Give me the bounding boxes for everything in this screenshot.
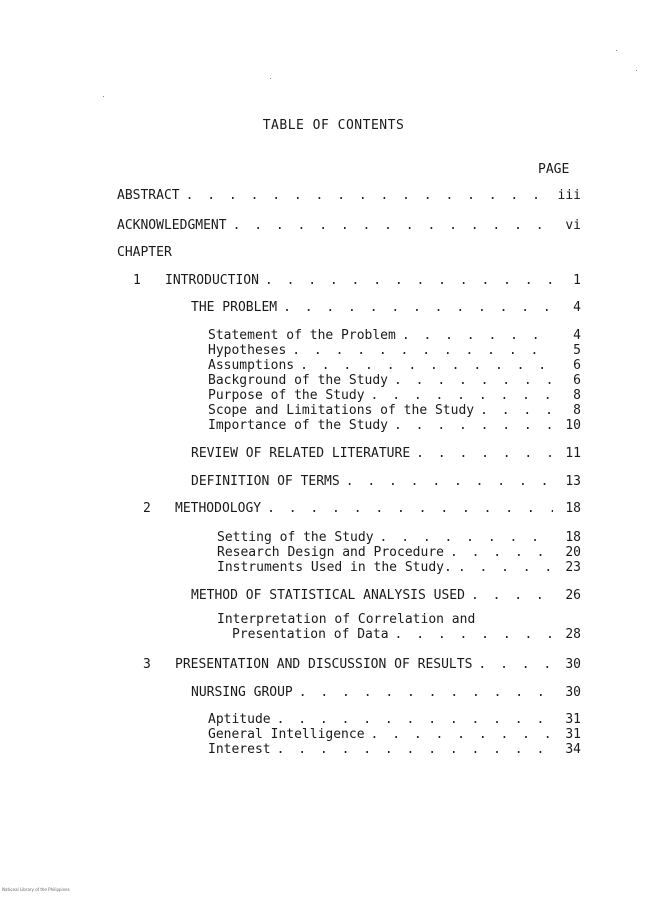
toc-entry-label: Aptitude bbox=[208, 712, 271, 727]
toc-entry-page: 11 bbox=[565, 446, 581, 461]
toc-entry-abstract bbox=[117, 188, 581, 203]
toc-entry bbox=[208, 727, 581, 742]
toc-entry-page: 28 bbox=[565, 627, 581, 642]
toc-entry-page: 5 bbox=[573, 343, 581, 358]
dot-leader bbox=[416, 446, 553, 461]
toc-entry bbox=[232, 627, 581, 642]
toc-entry-label: Assumptions bbox=[208, 358, 295, 373]
dot-leader bbox=[346, 474, 553, 489]
toc-entry-page: 30 bbox=[565, 657, 581, 672]
page-column-header: PAGE bbox=[538, 162, 570, 177]
dot-leader bbox=[380, 530, 553, 545]
toc-entry-page: vi bbox=[565, 218, 581, 233]
dot-leader bbox=[300, 358, 553, 373]
toc-entry-page: 31 bbox=[565, 712, 581, 727]
toc-entry bbox=[217, 530, 581, 545]
chapter-number: 1 bbox=[133, 273, 141, 288]
toc-entry-acknowledgment bbox=[117, 218, 581, 233]
chapter-number: 2 bbox=[143, 501, 151, 516]
toc-entry-label: Instruments Used in the Study. bbox=[217, 560, 452, 575]
toc-entry-page: 30 bbox=[565, 685, 581, 700]
toc-entry-page: 34 bbox=[565, 742, 581, 757]
dot-leader bbox=[478, 657, 553, 672]
toc-entry bbox=[217, 560, 581, 575]
scan-speck bbox=[270, 78, 271, 79]
toc-entry-label: Hypotheses bbox=[208, 343, 287, 358]
dot-leader bbox=[277, 742, 553, 757]
toc-entry-label: Presentation of Data bbox=[232, 627, 389, 642]
toc-entry bbox=[208, 328, 581, 343]
toc-entry-page: 8 bbox=[573, 388, 581, 403]
toc-entry-label: Interpretation of Correlation and bbox=[217, 612, 476, 627]
toc-entry-page: 31 bbox=[565, 727, 581, 742]
toc-entry-page: 6 bbox=[573, 358, 581, 373]
dot-leader bbox=[394, 373, 553, 388]
dot-leader bbox=[395, 627, 553, 642]
toc-entry-label: NURSING GROUP bbox=[191, 685, 293, 700]
dot-leader bbox=[371, 388, 553, 403]
dot-leader bbox=[283, 300, 553, 315]
toc-entry-label: General Intelligence bbox=[208, 727, 365, 742]
toc-entry bbox=[191, 685, 581, 700]
toc-entry-label: THE PROBLEM bbox=[191, 300, 278, 315]
toc-entry bbox=[217, 545, 581, 560]
toc-entry-label: METHOD OF STATISTICAL ANALYSIS USED bbox=[191, 588, 465, 603]
toc-entry-page: 1 bbox=[573, 273, 581, 288]
chapter-number: 3 bbox=[143, 657, 151, 672]
toc-entry-page: iii bbox=[557, 188, 581, 203]
chapter-label: CHAPTER bbox=[117, 245, 172, 260]
toc-entry-label: Statement of the Problem bbox=[208, 328, 396, 343]
toc-chapter-3 bbox=[143, 657, 581, 672]
toc-entry bbox=[208, 742, 581, 757]
toc-entry bbox=[191, 588, 581, 603]
scan-speck bbox=[103, 96, 104, 97]
toc-entry bbox=[191, 446, 581, 461]
toc-chapter-1 bbox=[133, 273, 581, 288]
dot-leader bbox=[299, 685, 553, 700]
dot-leader bbox=[458, 560, 553, 575]
toc-entry-label: REVIEW OF RELATED LITERATURE bbox=[191, 446, 411, 461]
toc-entry-page: 26 bbox=[565, 588, 581, 603]
toc-entry-label: Setting of the Study bbox=[217, 530, 374, 545]
dot-leader bbox=[277, 712, 553, 727]
toc-entry-label: Research Design and Procedure bbox=[217, 545, 444, 560]
toc-entry bbox=[191, 474, 581, 489]
toc-entry-page: 23 bbox=[565, 560, 581, 575]
dot-leader bbox=[394, 418, 553, 433]
toc-entry-label: Background of the Study bbox=[208, 373, 389, 388]
dot-leader bbox=[233, 218, 553, 233]
toc-entry-label: ACKNOWLEDGMENT bbox=[117, 218, 227, 233]
dot-leader bbox=[402, 328, 553, 343]
toc-entry bbox=[208, 343, 581, 358]
toc-entry bbox=[208, 388, 581, 403]
dot-leader bbox=[292, 343, 553, 358]
toc-entry-page: 10 bbox=[565, 418, 581, 433]
dot-leader bbox=[450, 545, 553, 560]
toc-entry bbox=[191, 300, 581, 315]
toc-entry bbox=[208, 418, 581, 433]
toc-entry-label: DEFINITION OF TERMS bbox=[191, 474, 340, 489]
dot-leader bbox=[186, 188, 552, 203]
dot-leader bbox=[371, 727, 553, 742]
toc-entry-page: 8 bbox=[573, 403, 581, 418]
toc-entry-label: Interest bbox=[208, 742, 271, 757]
toc-entry-page: 18 bbox=[565, 530, 581, 545]
toc-entry bbox=[208, 712, 581, 727]
toc-entry-page: 13 bbox=[565, 474, 581, 489]
toc-entry-page: 18 bbox=[565, 501, 581, 516]
toc-chapter-2 bbox=[143, 501, 581, 516]
toc-entry-label: Importance of the Study bbox=[208, 418, 389, 433]
dot-leader bbox=[265, 273, 553, 288]
scan-speck bbox=[616, 50, 617, 51]
toc-entry-page: 4 bbox=[573, 300, 581, 315]
scan-speck bbox=[636, 70, 637, 71]
toc-entry-label: INTRODUCTION bbox=[165, 273, 259, 288]
toc-entry-page: 4 bbox=[573, 328, 581, 343]
dot-leader bbox=[471, 588, 553, 603]
toc-entry bbox=[208, 373, 581, 388]
toc-entry bbox=[208, 403, 581, 418]
toc-entry-label: PRESENTATION AND DISCUSSION OF RESULTS bbox=[175, 657, 473, 672]
toc-entry-label: Scope and Limitations of the Study bbox=[208, 403, 475, 418]
toc-entry bbox=[208, 358, 581, 373]
toc-entry-page: 20 bbox=[565, 545, 581, 560]
toc-entry-label: ABSTRACT bbox=[117, 188, 180, 203]
footer-credit: National Library of the Philippines bbox=[2, 887, 70, 892]
toc-title: TABLE OF CONTENTS bbox=[262, 118, 405, 133]
toc-entry-label: METHODOLOGY bbox=[175, 501, 262, 516]
toc-entry-page: 6 bbox=[573, 373, 581, 388]
dot-leader bbox=[480, 403, 553, 418]
toc-entry-label: Purpose of the Study bbox=[208, 388, 365, 403]
dot-leader bbox=[267, 501, 553, 516]
